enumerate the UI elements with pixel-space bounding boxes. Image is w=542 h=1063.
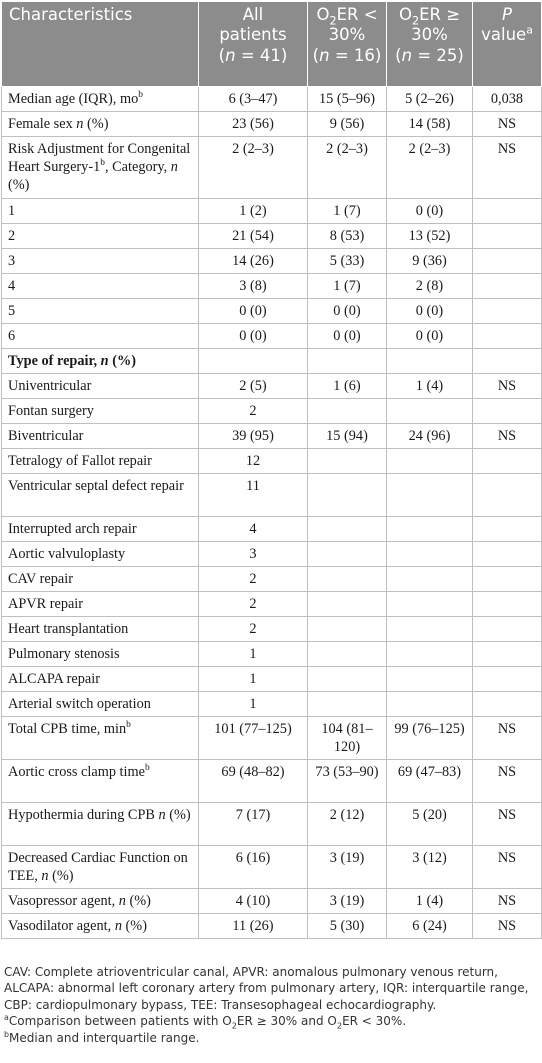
cell-o2er-low [308, 692, 387, 717]
cell-p-value: NS [473, 374, 542, 399]
table-row [2, 667, 542, 692]
cell-o2er-high: 69 (47–83) [387, 760, 473, 803]
cell-o2er-high [387, 592, 473, 617]
cell-o2er-high [387, 399, 473, 424]
cell-o2er-high: 13 (52) [387, 224, 473, 249]
table-row [2, 889, 542, 914]
row-label: APVR repair [2, 592, 199, 617]
cell-o2er-high [387, 517, 473, 542]
row-label: 6 [2, 324, 199, 349]
cell-p-value [473, 324, 542, 349]
cell-o2er-high: 24 (96) [387, 424, 473, 449]
cell-p-value [473, 449, 542, 474]
cell-all-patients: 0 (0) [199, 299, 308, 324]
cell-o2er-low [308, 542, 387, 567]
cell-all-patients: 6 (16) [199, 846, 308, 889]
cell-o2er-low: 5 (33) [308, 249, 387, 274]
cell-all-patients: 69 (48–82) [199, 760, 308, 803]
footnote-abbreviations: CAV: Complete atrioventricular canal, APVR: anomalous pulmonary venous return, ALCAPA: abnormal left coronary artery from pulmonary artery, IQR: interquartile range, CBP: cardiopulmonary bypass, TEE: Transesophageal echocardiography. [4, 965, 529, 1012]
row-label: 2 [2, 224, 199, 249]
row-label: Heart transplantation [2, 617, 199, 642]
row-label: Aortic valvuloplasty [2, 542, 199, 567]
cell-o2er-low: 5 (30) [308, 914, 387, 939]
table-row [2, 449, 542, 474]
cell-o2er-low: 1 (7) [308, 199, 387, 224]
cell-p-value: NS [473, 424, 542, 449]
cell-o2er-high: 9 (36) [387, 249, 473, 274]
header-o2er-low: $O_2ER$ < 30% (n = 16) [308, 2, 387, 87]
cell-o2er-high: 0 (0) [387, 299, 473, 324]
cell-p-value: NS [473, 803, 542, 846]
cell-o2er-low: 3 (19) [308, 889, 387, 914]
row-label: CAV repair [2, 567, 199, 592]
cell-o2er-low: 0 (0) [308, 299, 387, 324]
row-label: Hypothermia during CPB n (%) [2, 803, 199, 846]
cell-o2er-low: 8 (53) [308, 224, 387, 249]
table-row [2, 324, 542, 349]
cell-p-value [473, 517, 542, 542]
cell-all-patients: 21 (54) [199, 224, 308, 249]
row-label: Female sex n (%) [2, 112, 199, 137]
row-label: Vasopressor agent, n (%) [2, 889, 199, 914]
table-row [2, 399, 542, 424]
cell-all-patients: 3 (8) [199, 274, 308, 299]
cell-all-patients [199, 349, 308, 374]
row-label: Univentricular [2, 374, 199, 399]
table-row [2, 274, 542, 299]
table-row [2, 567, 542, 592]
table-row [2, 542, 542, 567]
cell-p-value: NS [473, 846, 542, 889]
table-row [2, 617, 542, 642]
cell-o2er-high [387, 474, 473, 517]
table-row [2, 224, 542, 249]
row-label: Vasodilator agent, n (%) [2, 914, 199, 939]
table-row [2, 199, 542, 224]
cell-p-value [473, 642, 542, 667]
cell-o2er-low [308, 474, 387, 517]
cell-all-patients: 14 (26) [199, 249, 308, 274]
table-row [2, 112, 542, 137]
table-row [2, 249, 542, 274]
cell-o2er-low [308, 592, 387, 617]
cell-o2er-low: 1 (6) [308, 374, 387, 399]
cell-p-value [473, 299, 542, 324]
row-label: Tetralogy of Fallot repair [2, 449, 199, 474]
cell-o2er-high [387, 692, 473, 717]
cell-o2er-high [387, 667, 473, 692]
cell-o2er-low [308, 349, 387, 374]
cell-o2er-low [308, 517, 387, 542]
cell-p-value [473, 224, 542, 249]
table-row [2, 299, 542, 324]
cell-o2er-high: 1 (4) [387, 374, 473, 399]
row-label: 4 [2, 274, 199, 299]
cell-o2er-low: 2 (12) [308, 803, 387, 846]
cell-o2er-high: 5 (2–26) [387, 87, 473, 112]
table-row [2, 137, 542, 199]
cell-o2er-low: 9 (56) [308, 112, 387, 137]
cell-o2er-high [387, 617, 473, 642]
cell-o2er-low [308, 399, 387, 424]
row-label: Arterial switch operation [2, 692, 199, 717]
table-row [2, 803, 542, 846]
cell-o2er-low: 104 (81–120) [308, 717, 387, 760]
cell-o2er-low: 73 (53–90) [308, 760, 387, 803]
table-row [2, 424, 542, 449]
cell-all-patients: 3 [199, 542, 308, 567]
cell-all-patients: 23 (56) [199, 112, 308, 137]
cell-o2er-high: 2 (8) [387, 274, 473, 299]
cell-all-patients: 1 [199, 642, 308, 667]
cell-all-patients: 0 (0) [199, 324, 308, 349]
cell-o2er-low: 1 (7) [308, 274, 387, 299]
table-footnotes [4, 964, 540, 1046]
cell-p-value [473, 542, 542, 567]
table-row [2, 846, 542, 889]
cell-o2er-high [387, 642, 473, 667]
table-row [2, 87, 542, 112]
header-o2er-high: $O_2ER$ ≥ 30% (n = 25) [387, 2, 473, 87]
row-label: 5 [2, 299, 199, 324]
row-label: Median age (IQR), $mo^b$ [2, 87, 199, 112]
cell-p-value [473, 592, 542, 617]
cell-o2er-high: 0 (0) [387, 324, 473, 349]
table-row [2, 642, 542, 667]
cell-o2er-high [387, 567, 473, 592]
table-row [2, 474, 542, 517]
row-label: Risk Adjustment for Congenital Heart Surgery-1$^b$, Category, n (%) [2, 137, 199, 199]
cell-all-patients: 1 [199, 692, 308, 717]
table-row [2, 349, 542, 374]
row-label: Total CPB time, $\min^b$ [2, 717, 199, 760]
cell-o2er-low [308, 449, 387, 474]
cell-p-value: NS [473, 914, 542, 939]
cell-p-value [473, 617, 542, 642]
cell-o2er-high: 5 (20) [387, 803, 473, 846]
cell-p-value [473, 249, 542, 274]
row-label: 3 [2, 249, 199, 274]
cell-all-patients: 2 [199, 592, 308, 617]
cell-p-value [473, 349, 542, 374]
cell-o2er-low [308, 567, 387, 592]
table-header-row [2, 2, 542, 87]
cell-all-patients: 11 [199, 474, 308, 517]
cell-p-value: NS [473, 717, 542, 760]
cell-o2er-high [387, 349, 473, 374]
header-p-value: P value$^a$ [473, 2, 542, 87]
header-characteristics: Characteristics [2, 2, 199, 87]
cell-o2er-high: 14 (58) [387, 112, 473, 137]
row-label: Biventricular [2, 424, 199, 449]
cell-o2er-low [308, 642, 387, 667]
cell-o2er-low: 15 (94) [308, 424, 387, 449]
cell-o2er-high: 3 (12) [387, 846, 473, 889]
cell-o2er-high: 1 (4) [387, 889, 473, 914]
row-label: 1 [2, 199, 199, 224]
cell-o2er-high: 6 (24) [387, 914, 473, 939]
table-row [2, 592, 542, 617]
cell-o2er-low: 3 (19) [308, 846, 387, 889]
cell-all-patients: 2 [199, 567, 308, 592]
cell-all-patients: 11 (26) [199, 914, 308, 939]
cell-p-value [473, 474, 542, 517]
cell-all-patients: 4 [199, 517, 308, 542]
cell-p-value: 0,038 [473, 87, 542, 112]
cell-p-value [473, 667, 542, 692]
table-row [2, 760, 542, 803]
cell-all-patients: 1 [199, 667, 308, 692]
cell-all-patients: 2 [199, 617, 308, 642]
table-row [2, 717, 542, 760]
cell-p-value [473, 199, 542, 224]
cell-o2er-low: 15 (5–96) [308, 87, 387, 112]
cell-p-value [473, 399, 542, 424]
cell-p-value [473, 567, 542, 592]
characteristics-table [1, 1, 542, 939]
cell-all-patients: 2 (5) [199, 374, 308, 399]
row-label: Fontan surgery [2, 399, 199, 424]
cell-p-value: NS [473, 760, 542, 803]
cell-all-patients: 6 (3–47) [199, 87, 308, 112]
row-label: Pulmonary stenosis [2, 642, 199, 667]
cell-p-value: NS [473, 889, 542, 914]
cell-o2er-low [308, 617, 387, 642]
footnote-a: $^a$Comparison between patients with $O_2ER \ge 30\%$ and $O_2ER < 30\%$. [4, 1013, 407, 1031]
table-row [2, 914, 542, 939]
row-label: Type of repair, n (%) [2, 349, 199, 374]
cell-all-patients: 2 [199, 399, 308, 424]
cell-all-patients: 39 (95) [199, 424, 308, 449]
table-row [2, 374, 542, 399]
cell-p-value: NS [473, 112, 542, 137]
row-label: Interrupted arch repair [2, 517, 199, 542]
table-row [2, 517, 542, 542]
footnote-b: $^b$Median and interquartile range. [4, 1029, 200, 1045]
cell-all-patients: 7 (17) [199, 803, 308, 846]
cell-o2er-low: 0 (0) [308, 324, 387, 349]
cell-all-patients: 1 (2) [199, 199, 308, 224]
cell-o2er-high: 0 (0) [387, 199, 473, 224]
row-label: Ventricular septal defect repair [2, 474, 199, 517]
cell-o2er-low [308, 667, 387, 692]
cell-all-patients: 2 (2–3) [199, 137, 308, 199]
cell-all-patients: 12 [199, 449, 308, 474]
cell-o2er-high: 99 (76–125) [387, 717, 473, 760]
cell-p-value [473, 274, 542, 299]
table-row [2, 692, 542, 717]
cell-o2er-high: 2 (2–3) [387, 137, 473, 199]
cell-all-patients: 4 (10) [199, 889, 308, 914]
row-label: Decreased Cardiac Function on TEE, n (%) [2, 846, 199, 889]
row-label: Aortic cross clamp time$^b$ [2, 760, 199, 803]
cell-o2er-low: 2 (2–3) [308, 137, 387, 199]
cell-p-value: NS [473, 137, 542, 199]
cell-p-value [473, 692, 542, 717]
header-all-patients: All patients (n = 41) [199, 2, 308, 87]
row-label: ALCAPA repair [2, 667, 199, 692]
cell-all-patients: 101 (77–125) [199, 717, 308, 760]
cell-o2er-high [387, 542, 473, 567]
cell-o2er-high [387, 449, 473, 474]
